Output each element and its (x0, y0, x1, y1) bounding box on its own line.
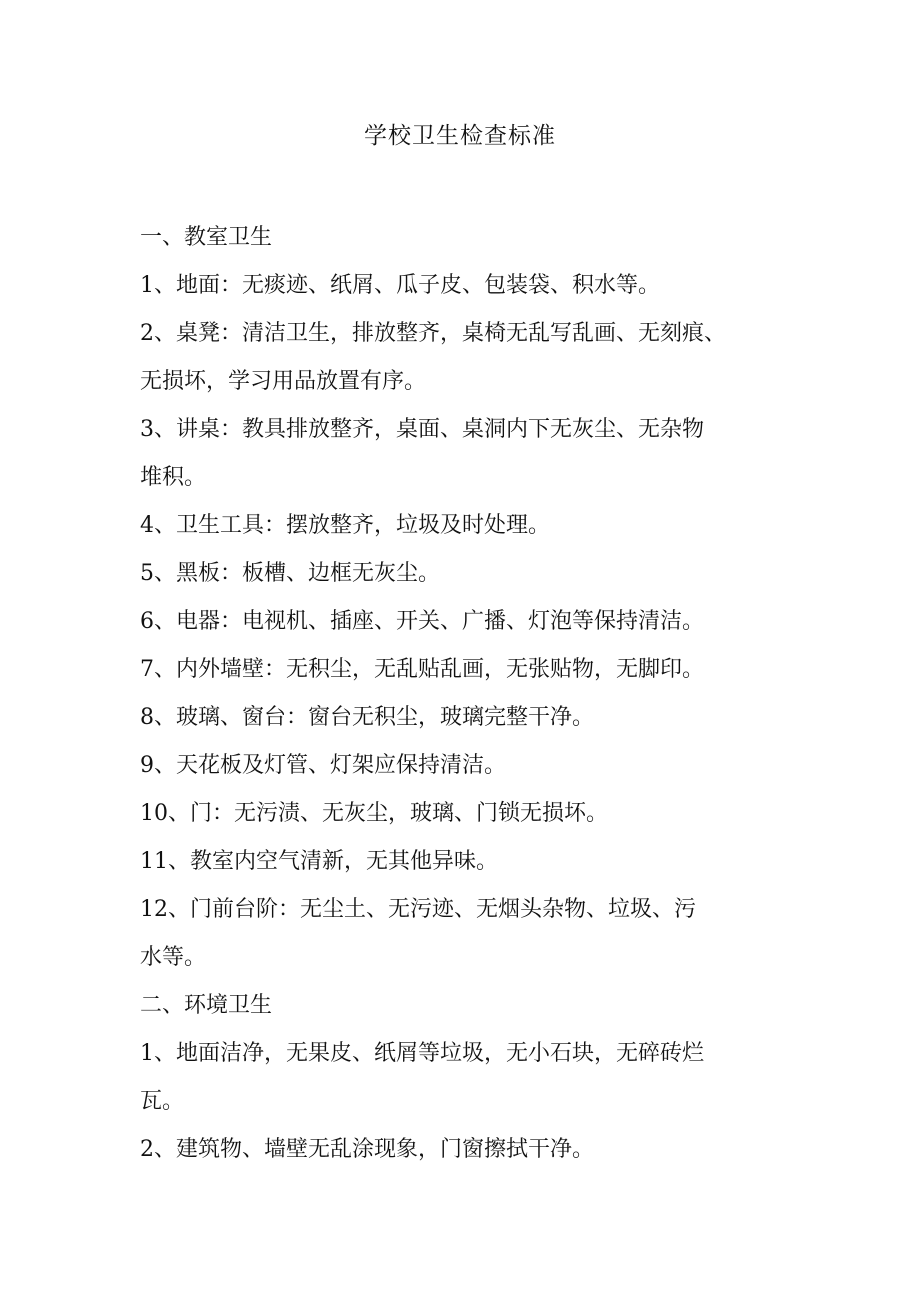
environment-item-2: 2、建筑物、墙壁无乱涂现象，门窗擦拭干净。 (140, 1137, 594, 1162)
classroom-item-10: 10、门：无污渍、无灰尘，玻璃、门锁无损坏。 (140, 801, 608, 826)
classroom-item-2-continued: 无损坏，学习用品放置有序。 (140, 369, 427, 394)
document-title: 学校卫生检查标准 (364, 123, 556, 149)
classroom-item-9: 9、天花板及灯管、灯架应保持清洁。 (140, 753, 506, 778)
classroom-item-2: 2、桌凳：清洁卫生，排放整齐，桌椅无乱写乱画、无刻痕、 (140, 321, 726, 346)
classroom-item-6: 6、电器：电视机、插座、开关、广播、灯泡等保持清洁。 (140, 609, 704, 634)
classroom-item-5: 5、黑板：板槽、边框无灰尘。 (140, 561, 440, 586)
section-heading-classroom: 一、教室卫生 (140, 225, 273, 250)
classroom-item-3-continued: 堆积。 (140, 465, 207, 490)
classroom-item-11: 11、教室内空气清新，无其他异味。 (140, 849, 498, 874)
classroom-item-3: 3、讲桌：教具排放整齐，桌面、桌洞内下无灰尘、无杂物 (140, 417, 704, 442)
classroom-item-7: 7、内外墙壁：无积尘，无乱贴乱画，无张贴物，无脚印。 (140, 657, 704, 682)
document-body (140, 214, 788, 1174)
classroom-item-12-continued: 水等。 (140, 945, 207, 970)
environment-item-1: 1、地面洁净，无果皮、纸屑等垃圾，无小石块，无碎砖烂 (140, 1041, 704, 1066)
environment-item-1-continued: 瓦。 (140, 1089, 185, 1114)
classroom-item-12: 12、门前台阶：无尘土、无污迹、无烟头杂物、垃圾、污 (140, 897, 696, 922)
classroom-item-4: 4、卫生工具：摆放整齐，垃圾及时处理。 (140, 513, 550, 538)
classroom-item-8: 8、玻璃、窗台：窗台无积尘，玻璃完整干净。 (140, 705, 594, 730)
section-heading-environment: 二、环境卫生 (140, 993, 273, 1018)
classroom-item-1: 1、地面：无痰迹、纸屑、瓜子皮、包装袋、积水等。 (140, 273, 660, 298)
